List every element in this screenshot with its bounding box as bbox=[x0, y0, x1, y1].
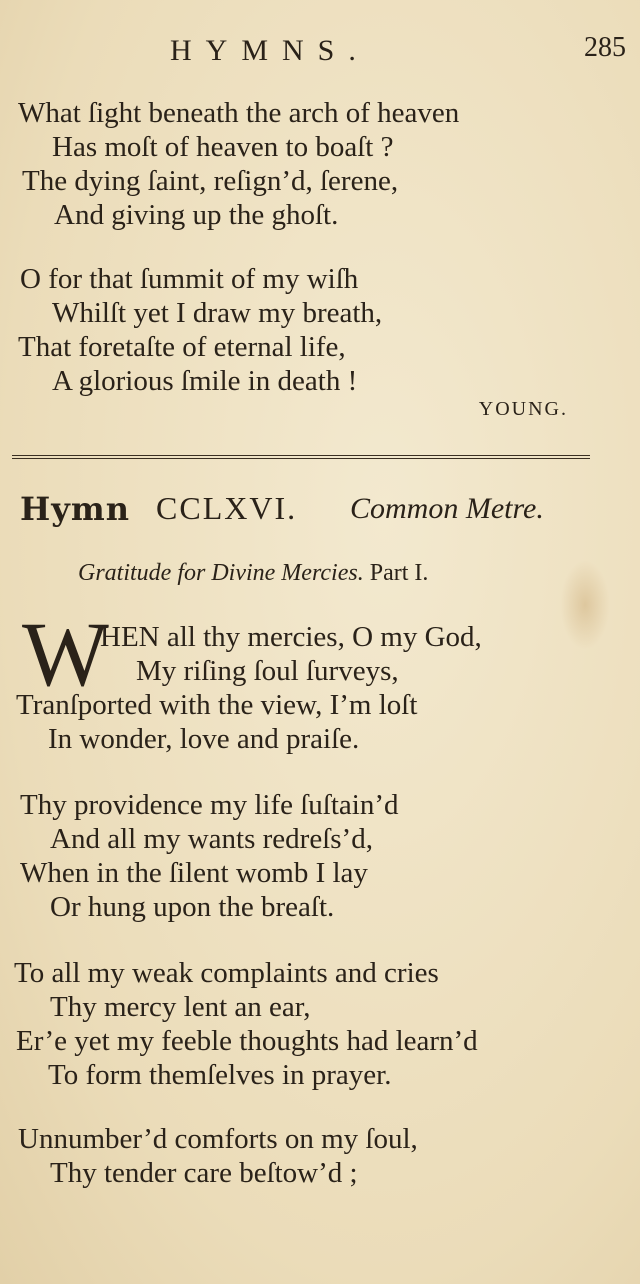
verse-line: That foretaſte of eternal life, bbox=[18, 331, 346, 363]
hymn-heading bbox=[20, 490, 620, 534]
verse-line: The dying ſaint, reſign’d, ſerene, bbox=[22, 165, 399, 197]
subtitle-part: Part I. bbox=[369, 560, 429, 586]
verse-line: And giving up the ghoſt. bbox=[54, 199, 339, 231]
verse-line: Thy tender care beſtow’d ; bbox=[50, 1157, 358, 1189]
verse-line: Er’e yet my feeble thoughts had learn’d bbox=[16, 1025, 478, 1057]
attribution: YOUNG. bbox=[478, 398, 568, 420]
verse-line: What ſight beneath the arch of heaven bbox=[18, 97, 460, 129]
hymn-metre: Common Metre. bbox=[350, 492, 544, 525]
page-number: 285 bbox=[584, 32, 626, 63]
verse-line: Thy providence my life ſuſtain’d bbox=[20, 789, 399, 821]
verse-line: Whilſt yet I draw my breath, bbox=[52, 297, 383, 329]
verse-line: When in the ſilent womb I lay bbox=[20, 857, 368, 889]
verse-line: My riſing ſoul ſurveys, bbox=[136, 655, 399, 687]
hymn-number: CCLXVI. bbox=[156, 490, 298, 526]
section-rule bbox=[12, 455, 590, 459]
verse-line: O for that ſummit of my wiſh bbox=[20, 263, 359, 295]
drop-cap: W bbox=[22, 603, 109, 705]
verse-line: To form themſelves in prayer. bbox=[48, 1059, 392, 1091]
verse-line: And all my wants redreſs’d, bbox=[50, 823, 373, 855]
subtitle-title: Gratitude for Divine Mercies. bbox=[78, 560, 364, 586]
verse-line: Tranſported with the view, I’m loſt bbox=[16, 689, 418, 721]
paper-stain bbox=[560, 560, 610, 650]
verse-line: HEN all thy mercies, O my God, bbox=[100, 621, 482, 653]
verse-line: In wonder, love and praiſe. bbox=[48, 723, 360, 755]
hymn-subtitle bbox=[78, 560, 428, 587]
verse-line: To all my weak complaints and cries bbox=[14, 957, 439, 989]
running-title: HYMNS. bbox=[170, 34, 370, 67]
hymn-label: Hymn bbox=[20, 490, 130, 528]
verse-line: Unnumber’d comforts on my ſoul, bbox=[18, 1123, 418, 1155]
verse-line: Thy mercy lent an ear, bbox=[50, 991, 311, 1023]
verse-line: Or hung upon the breaſt. bbox=[50, 891, 335, 923]
verse-line: A glorious ſmile in death ! bbox=[52, 365, 358, 397]
running-head bbox=[0, 30, 640, 70]
verse-line: Has moſt of heaven to boaſt ? bbox=[52, 131, 394, 163]
